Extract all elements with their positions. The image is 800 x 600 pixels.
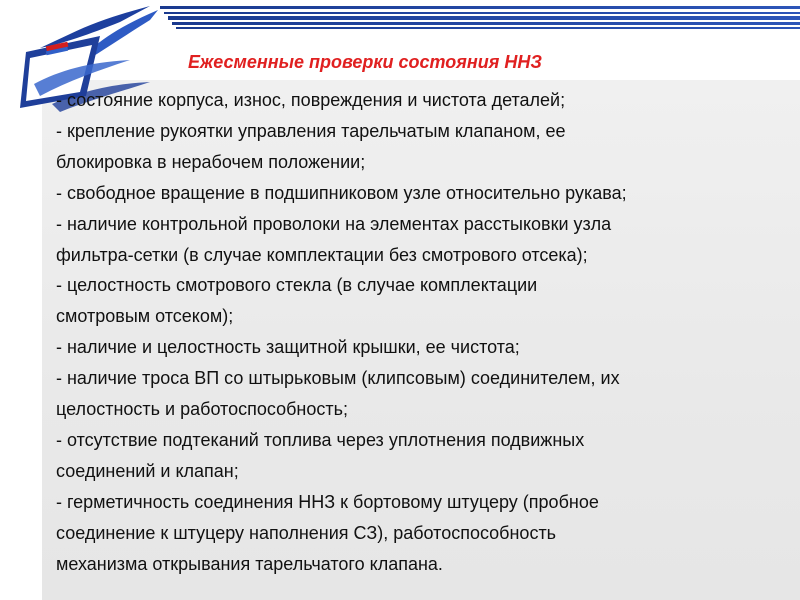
header-stripe (168, 16, 800, 20)
checklist-line: - крепление рукоятки управления тарельчатым клапаном, ее (56, 120, 566, 141)
checklist-line: соединение к штуцеру наполнения СЗ), работоспособность (56, 522, 557, 543)
checklist-line: - наличие троса ВП со штырьковым (клипсовым) соединителем, их (56, 368, 620, 389)
header-stripe (172, 22, 800, 25)
checklist-line: механизма открывания тарельчатого клапана. (56, 553, 443, 574)
checklist-line: - свободное вращение в подшипниковом узле относительно рукава; (56, 182, 627, 203)
checklist-line: - наличие и целостность защитной крышки, ее чистота; (56, 337, 520, 358)
checklist-line: блокировка в нерабочем положении; (56, 151, 366, 172)
header-stripe (164, 12, 800, 14)
header-stripe (176, 27, 800, 29)
checklist-line: фильтра-сетки (в случае комплектации без смотрового отсека); (56, 244, 588, 265)
checklist-line: - герметичность соединения ННЗ к бортовому штуцеру (пробное (56, 491, 599, 512)
checklist-line: целостность и работоспособность; (56, 399, 348, 420)
header-stripe (160, 6, 800, 9)
checklist-line: - наличие контрольной проволоки на элементах расстыковки узла (56, 213, 612, 234)
checklist-line: - отсутствие подтеканий топлива через уплотнения подвижных (56, 429, 585, 450)
checklist-line: - состояние корпуса, износ, повреждения и чистота деталей; (56, 90, 566, 110)
slide-title: Ежесменные проверки состояния ННЗ (188, 52, 542, 72)
header-decoration (158, 4, 800, 30)
checklist-line: соединений и клапан; (56, 460, 239, 481)
checklist (56, 85, 756, 580)
checklist-line: - целостность смотрового стекла (в случае комплектации (56, 275, 538, 296)
checklist-line: смотровым отсеком); (56, 306, 234, 327)
